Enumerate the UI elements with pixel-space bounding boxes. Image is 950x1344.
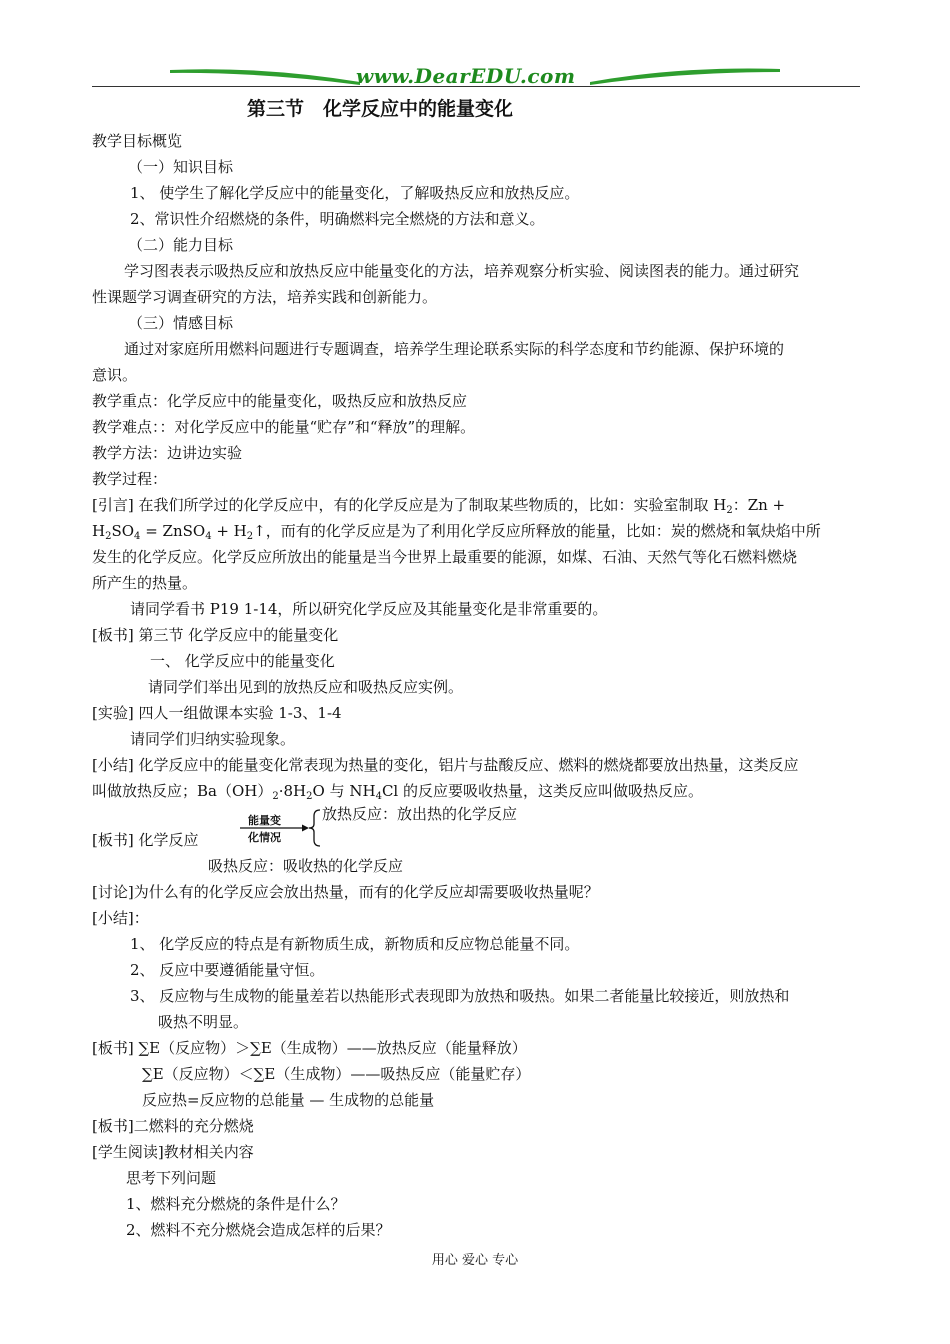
discussion-line: [讨论]为什么有的化学反应会放出热量，而有的化学反应却需要吸收热量呢？ [92,883,599,901]
question-item: 2、燃料不充分燃烧会造成怎样的后果？ [126,1221,391,1239]
summary2-item: 2、 反应中要遵循能量守恒。 [130,961,325,979]
energy-relation-line: ∑E（反应物）＜∑E（生成物）——吸热反应（能量贮存） [142,1065,531,1083]
header-rule [92,86,860,87]
header-logo[interactable]: www.DearEDU.com [356,64,576,88]
text-line: 教学难点：：对化学反应中的能量“贮存”和“释放”的理解。 [92,418,476,436]
intro-line-1: [引言] 在我们所学过的化学反应中，有的化学反应是为了制取某些物质的，比如：实验室制取 $H_2$：Zn + [92,496,786,516]
text-line: 2、常识性介绍燃烧的条件，明确燃料完全燃烧的方法和意义。 [130,210,545,228]
page-footer: 用心 爱心 专心 [431,1253,519,1268]
exothermic-definition: 放热反应：放出热的化学反应 [322,805,518,823]
text-line: （二）能力目标 [128,236,234,254]
text-line: 教学重点：化学反应中的能量变化，吸热反应和放热反应 [92,392,468,410]
experiment-line: [实验] 四人一组做课本实验 1-3、1-4 [92,704,342,722]
reaction-heat-line: 反应热=反应物的总能量 — 生成物的总能量 [142,1091,435,1109]
text-line: （一）知识目标 [128,158,234,176]
energy-relation-line: [板书] ∑E（反应物）＞∑E（生成物）——放热反应（能量释放） [92,1039,527,1057]
intro-line-5: 请同学看书 P19 1-14，所以研究化学反应及其能量变化是非常重要的。 [130,600,608,618]
page-title: 第三节 化学反应中的能量变化 [247,98,514,120]
intro-line-4: 所产生的热量。 [92,574,198,592]
arrow-bottom-label: 化情况 [248,831,281,844]
text-line: 教学方法：边讲边实验 [92,444,243,462]
question-item: 1、燃料充分燃烧的条件是什么？ [126,1195,346,1213]
board-line: 请同学们举出见到的放热反应和吸热反应实例。 [148,678,464,696]
brace-icon [308,808,322,848]
text-line: （三）情感目标 [128,314,234,332]
text-line: 通过对家庭所用燃料问题进行专题调查，培养学生理论联系实际的科学态度和节约能源、保护环境的 [124,340,785,358]
intro-line-2: $H_2SO_4$ = ZnSO$_4$ + $H_2↑$，而有的化学反应是为了利用化学反应所释放的能量，比如：炭的燃烧和氧炔焰中所 [92,522,821,542]
summary2-item: 吸热不明显。 [158,1013,249,1031]
board-line: [板书] 第三节 化学反应中的能量变化 [92,626,339,644]
reading-line: [学生阅读]教材相关内容 [92,1143,254,1161]
text-line: 性课题学习调查研究的方法，培养实践和创新能力。 [92,288,438,306]
summary2-item: 1、 化学反应的特点是有新物质生成，新物质和反应物总能量不同。 [130,935,580,953]
summary-line-2: 叫做放热反应；$Ba(OH)_2\cdot 8H_2O$ 与 $NH_4Cl$ 的反应要吸收热量，这类反应叫做吸热反应。 [92,782,703,802]
text-line: 意识。 [92,366,138,384]
board2-label: [板书] 化学反应 [92,831,199,849]
text-line: 教学过程： [92,470,168,488]
intro-line-3: 发生的化学反应。化学反应所放出的能量是当今世界上最重要的能源，如煤、石油、天然气等化石燃料燃烧 [92,548,798,566]
arrow-top-label: 能量变 [248,814,281,827]
experiment-line: 请同学们归纳实验现象。 [130,730,296,748]
text-line: 教学目标概览 [92,132,183,150]
summary2-item: 3、 反应物与生成物的能量差若以热能形式表现即为放热和吸热。如果二者能量比较接近，则放热和 [130,987,790,1005]
summary-line-1: [小结] 化学反应中的能量变化常表现为热量的变化，铝片与盐酸反应、燃料的燃烧都要放出热量，这类反应 [92,756,799,774]
board4-line: [板书]二燃料的充分燃烧 [92,1117,254,1135]
text-line: 学习图表表示吸热反应和放热反应中能量变化的方法，培养观察分析实验、阅读图表的能力。通过研究 [124,262,800,280]
board-line: 一、 化学反应中的能量变化 [150,652,335,670]
text-line: 1、 使学生了解化学反应中的能量变化，了解吸热反应和放热反应。 [130,184,580,202]
endothermic-definition: 吸热反应：吸收热的化学反应 [208,857,404,875]
questions-intro: 思考下列问题 [126,1169,217,1187]
summary2-label: [小结]： [92,909,149,927]
